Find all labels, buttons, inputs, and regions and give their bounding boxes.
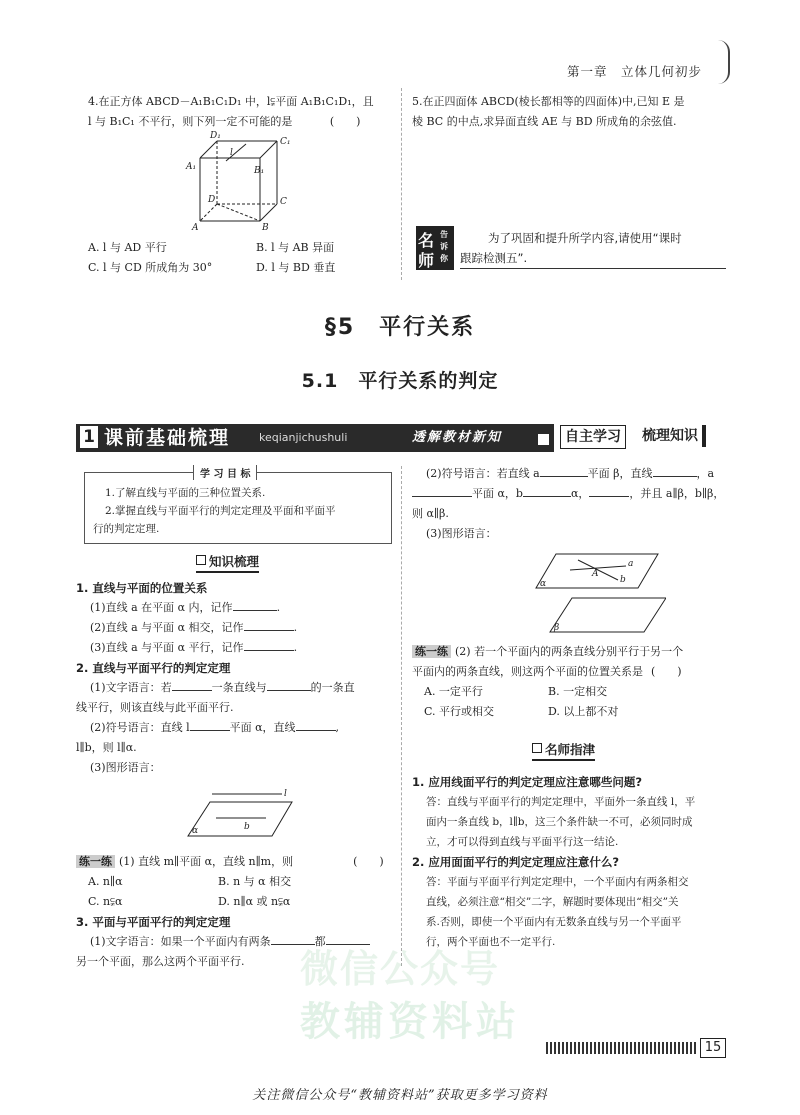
- watermark-line-2: 教辅资料站: [300, 999, 520, 1045]
- banner-square-icon: [538, 434, 549, 445]
- ex2-option-c[interactable]: C. 平行或相交: [424, 705, 495, 718]
- left-h1-3-text: (3)直线 a 与平面 α 平行，记作: [90, 641, 244, 654]
- right-r2-b: α，: [570, 487, 590, 500]
- right-r2: [412, 484, 732, 504]
- left-h3-1-a: (1)文字语言：如果一个平面内有两条: [90, 935, 271, 948]
- left-h1-3-blank[interactable]: [244, 639, 294, 651]
- ex2-option-a[interactable]: A. 一定平行: [424, 685, 483, 698]
- cube-label-a1: A₁: [186, 162, 197, 172]
- cube-label-d: D: [208, 195, 216, 205]
- ex2-paren: ( ): [651, 665, 682, 678]
- cube-label-d1: D₁: [210, 131, 221, 141]
- learning-goal-2a: 2.掌握直线与平面平行的判定定理及平面和平面平: [105, 505, 336, 517]
- exercise-2: [412, 642, 732, 722]
- left-h2-2-b: 平面 α，直线: [229, 721, 296, 734]
- fig-a-label: a: [628, 559, 634, 569]
- left-h2-1-d: 线平行，则该直线与此平面平行.: [76, 701, 234, 714]
- right-r1-b: 平面 β，直线: [587, 467, 653, 480]
- q4-option-c[interactable]: C. l 与 CD 所成角为 30°: [88, 261, 213, 274]
- cube-label-l: l: [230, 148, 233, 158]
- main-column-divider: [401, 466, 402, 966]
- right-r1-c: ，a: [696, 467, 715, 480]
- question-5: [412, 92, 732, 132]
- cube-label-c1: C₁: [280, 137, 291, 147]
- q5-line-2: 棱 BC 的中点,求异面直线 AE 与 BD 所成角的余弦值.: [412, 115, 677, 128]
- ex1-option-b[interactable]: B. n 与 α 相交: [218, 875, 292, 888]
- left-h2-2-blank-1[interactable]: [190, 719, 230, 731]
- left-h2-1-b: 一条直线与: [211, 681, 267, 694]
- left-h2-2-a: (2)符号语言：直线 l: [90, 721, 190, 734]
- q4-options-row-1: [88, 238, 388, 258]
- ms-a2-a: 答：平面与平面平行判定定理中，一个平面内有两条相交: [426, 876, 689, 888]
- left-h2: 2. 直线与平面平行的判定定理: [76, 661, 231, 675]
- right-column: [412, 464, 732, 544]
- left-h2-2: (2)符号语言：直线 l 平面 α，直线 ,: [90, 721, 340, 734]
- right-r1-blank-1[interactable]: [540, 465, 588, 477]
- ex1-stem: [76, 852, 396, 872]
- left-h1-1-blank[interactable]: [233, 599, 277, 611]
- cube-label-b: B: [262, 223, 269, 233]
- mingshi-heading: [532, 740, 595, 761]
- left-h1: 1. 直线与平面的位置关系: [76, 581, 208, 595]
- learning-goal-2b: 行的判定定理.: [93, 523, 160, 535]
- plane-plane-parallel-figure: [526, 552, 666, 642]
- q4-option-b[interactable]: B. l 与 AB 异面: [256, 241, 335, 254]
- left-h2-3: (3)图形语言：: [90, 761, 161, 774]
- section-subtitle: 5.1 平行关系的判定: [301, 370, 499, 392]
- ex1-tag: 练一练: [76, 855, 115, 868]
- chapter-header: 第一章 立体几何初步: [567, 64, 703, 79]
- mingshi-badge-side-3: 你: [440, 254, 448, 263]
- mingshi-note: [416, 226, 726, 272]
- left-h2-1-c: 的一条直: [310, 681, 355, 694]
- question-4: [88, 92, 388, 132]
- ex2-options-row-2: [412, 702, 732, 722]
- right-r1-a: (2)符号语言：若直线 a: [426, 467, 540, 480]
- right-r2-blank-2[interactable]: [523, 485, 571, 497]
- q4-options: [88, 238, 388, 278]
- ex2-tag: 练一练: [412, 645, 451, 658]
- q4-option-d[interactable]: D. l 与 BD 垂直: [256, 261, 336, 274]
- q4-option-a[interactable]: A. l 与 AD 平行: [88, 241, 167, 254]
- ms-a1-a: 答：直线与平面平行的判定定理中，平面外一条直线 l，平: [426, 796, 696, 808]
- fig-A-label: A: [592, 569, 599, 579]
- knowledge-heading-icon: [196, 555, 206, 565]
- ex2-stem-2: [412, 662, 732, 682]
- cube-label-b1: B₁: [254, 166, 265, 176]
- right-r4: (3)图形语言：: [426, 527, 497, 540]
- mingshi-badge-top: 名: [418, 231, 435, 250]
- knowledge-heading: [196, 552, 259, 573]
- q4-options-row-2: [88, 258, 388, 278]
- ms-q2: 2. 应用面面平行的判定定理应注意什么?: [412, 855, 620, 869]
- banner-pinyin: keqianjichushuli: [259, 431, 348, 444]
- learning-goals-title: 学 习 目 标: [193, 465, 257, 480]
- banner-tag-self-study[interactable]: 自主学习: [560, 425, 626, 449]
- left-h1-1: (1)直线 a 在平面 α 内，记作 .: [90, 601, 281, 614]
- cube-label-a: A: [192, 223, 199, 233]
- q4-stem-1: 4.在正方体 ABCD－A₁B₁C₁D₁ 中，l⫋平面 A₁B₁C₁D₁，且: [88, 95, 374, 108]
- left-h1-1-text: (1)直线 a 在平面 α 内，记作: [90, 601, 233, 614]
- learning-goals-box: [84, 469, 392, 544]
- ex1-option-a[interactable]: A. n∥α: [88, 875, 123, 888]
- q4-stem-2-text: l 与 B₁C₁ 不平行，则下列一定不可能的是: [88, 115, 293, 128]
- ex1-options-row-2: [76, 892, 396, 912]
- banner-tag-knowledge[interactable]: 梳理知识: [638, 425, 706, 447]
- mingshi-badge-side-2: 诉: [440, 242, 448, 251]
- q4-answer-paren: ( ): [329, 115, 361, 128]
- right-r1: [412, 464, 732, 484]
- left-h2-2-c: l∥b，则 l∥α.: [76, 741, 137, 754]
- watermark-line-1: 微信公众号: [300, 947, 501, 991]
- ex2-options-row-1: [412, 682, 732, 702]
- footer-note: 关注微信公众号“教辅资料站”获取更多学习资料: [252, 1088, 548, 1103]
- right-r3: 则 α∥β.: [412, 507, 449, 520]
- left-h2-1-a: (1)文字语言：若: [90, 681, 172, 694]
- fig-b-label: b: [244, 822, 250, 832]
- ex2-option-d[interactable]: D. 以上都不对: [548, 705, 619, 718]
- mingshi-heading-text: 名师指津: [545, 742, 596, 757]
- fig-alpha-label: α: [192, 826, 199, 836]
- section-title: §5 平行关系: [324, 315, 476, 340]
- ms-a2-b: 直线，必须注意“相交”二字，解题时要体现出“相交”关: [426, 896, 679, 908]
- ex2-text-2: 平面内的两条直线，则这两个平面的位置关系是: [412, 665, 643, 678]
- ex1-paren: ( ): [353, 855, 384, 868]
- header-bracket: [716, 40, 730, 84]
- ms-a2-d: 行，两个平面也不一定平行.: [426, 936, 556, 948]
- left-column: [76, 578, 396, 778]
- left-h3-1-b: 都: [314, 935, 326, 948]
- knowledge-heading-text: 知识梳理: [209, 554, 260, 569]
- mingshi-badge-bottom: 师: [418, 251, 435, 270]
- mingshi-text: [460, 228, 726, 269]
- cube-figure: [182, 128, 302, 240]
- ex1-options-row-1: [76, 872, 396, 892]
- ms-a2-c: 系.否则，即使一个平面内有无数条直线与另一个平面平: [426, 916, 682, 928]
- mingshi-badge: [416, 226, 454, 270]
- top-column-divider: [401, 88, 402, 280]
- ex1-option-d[interactable]: D. n∥α 或 n⫋α: [218, 895, 291, 908]
- banner-slogan: 透解教材新知: [412, 430, 503, 445]
- ex1-text: (1) 直线 m∥平面 α，直线 n∥m，则: [119, 855, 294, 868]
- right-r2-c: ，并且 a∥β，b∥β，: [629, 487, 725, 500]
- fig-b2-label: b: [620, 575, 626, 585]
- left-h1-3: (3)直线 a 与平面 α 平行，记作 .: [90, 641, 298, 654]
- ex2-text-1: (2) 若一个平面内的两条直线分别平行于另一个: [455, 645, 684, 658]
- mingshi-badge-side-1: 告: [440, 230, 448, 239]
- ex1-option-c[interactable]: C. n⫋α: [88, 895, 123, 908]
- left-h2-2-blank-2[interactable]: [296, 719, 336, 731]
- mingshi-qa: [412, 772, 732, 952]
- right-r1-blank-2[interactable]: [653, 465, 697, 477]
- left-h1-2: (2)直线 a 与平面 α 相交，记作 .: [90, 621, 298, 634]
- page-number-stripe: [546, 1042, 696, 1054]
- left-h1-2-text: (2)直线 a 与平面 α 相交，记作: [90, 621, 244, 634]
- ex2-option-b[interactable]: B. 一定相交: [548, 685, 608, 698]
- fig-beta-label: β: [554, 623, 560, 633]
- ms-q1: 1. 应用线面平行的判定定理应注意哪些问题?: [412, 775, 643, 789]
- ex2-stem-1: [412, 642, 732, 662]
- ms-a1-c: 立，才可以得到直线与平面平行这一结论.: [426, 836, 619, 848]
- line-plane-parallel-figure: [180, 786, 300, 844]
- right-r2-blank-1[interactable]: [412, 485, 472, 497]
- left-h1-2-blank[interactable]: [244, 619, 294, 631]
- left-h2-1-blank-2[interactable]: [267, 679, 311, 691]
- mingshi-heading-icon: [532, 743, 542, 753]
- mingshi-line-1: 为了巩固和提升所学内容,请使用“课时: [488, 231, 682, 245]
- right-r2-a: 平面 α，b: [472, 487, 523, 500]
- banner-title: 课前基础梳理: [104, 427, 231, 449]
- right-r2-blank-3[interactable]: [589, 485, 629, 497]
- banner-number: 1: [80, 426, 98, 448]
- mingshi-line-2: 跟踪检测五”.: [460, 251, 528, 265]
- learning-goal-1: 1.了解直线与平面的三种位置关系.: [105, 487, 266, 499]
- q5-line-1: 5.在正四面体 ABCD(棱长都相等的四面体)中,已知 E 是: [412, 95, 685, 108]
- ms-a1-b: 面内一条直线 b，l∥b，这三个条件缺一不可，必须同时成: [426, 816, 693, 828]
- cube-label-c: C: [280, 197, 287, 207]
- left-h3-1-c: 另一个平面，那么这两个平面平行.: [76, 955, 245, 968]
- fig-l-label: l: [284, 789, 287, 799]
- left-h3: 3. 平面与平面平行的判定定理: [76, 915, 231, 929]
- page-number: 15: [700, 1038, 726, 1058]
- left-h2-1: [76, 678, 396, 698]
- left-h2-1-blank-1[interactable]: [172, 679, 212, 691]
- fig-alpha2-label: α: [540, 579, 547, 589]
- section-banner: [76, 424, 724, 452]
